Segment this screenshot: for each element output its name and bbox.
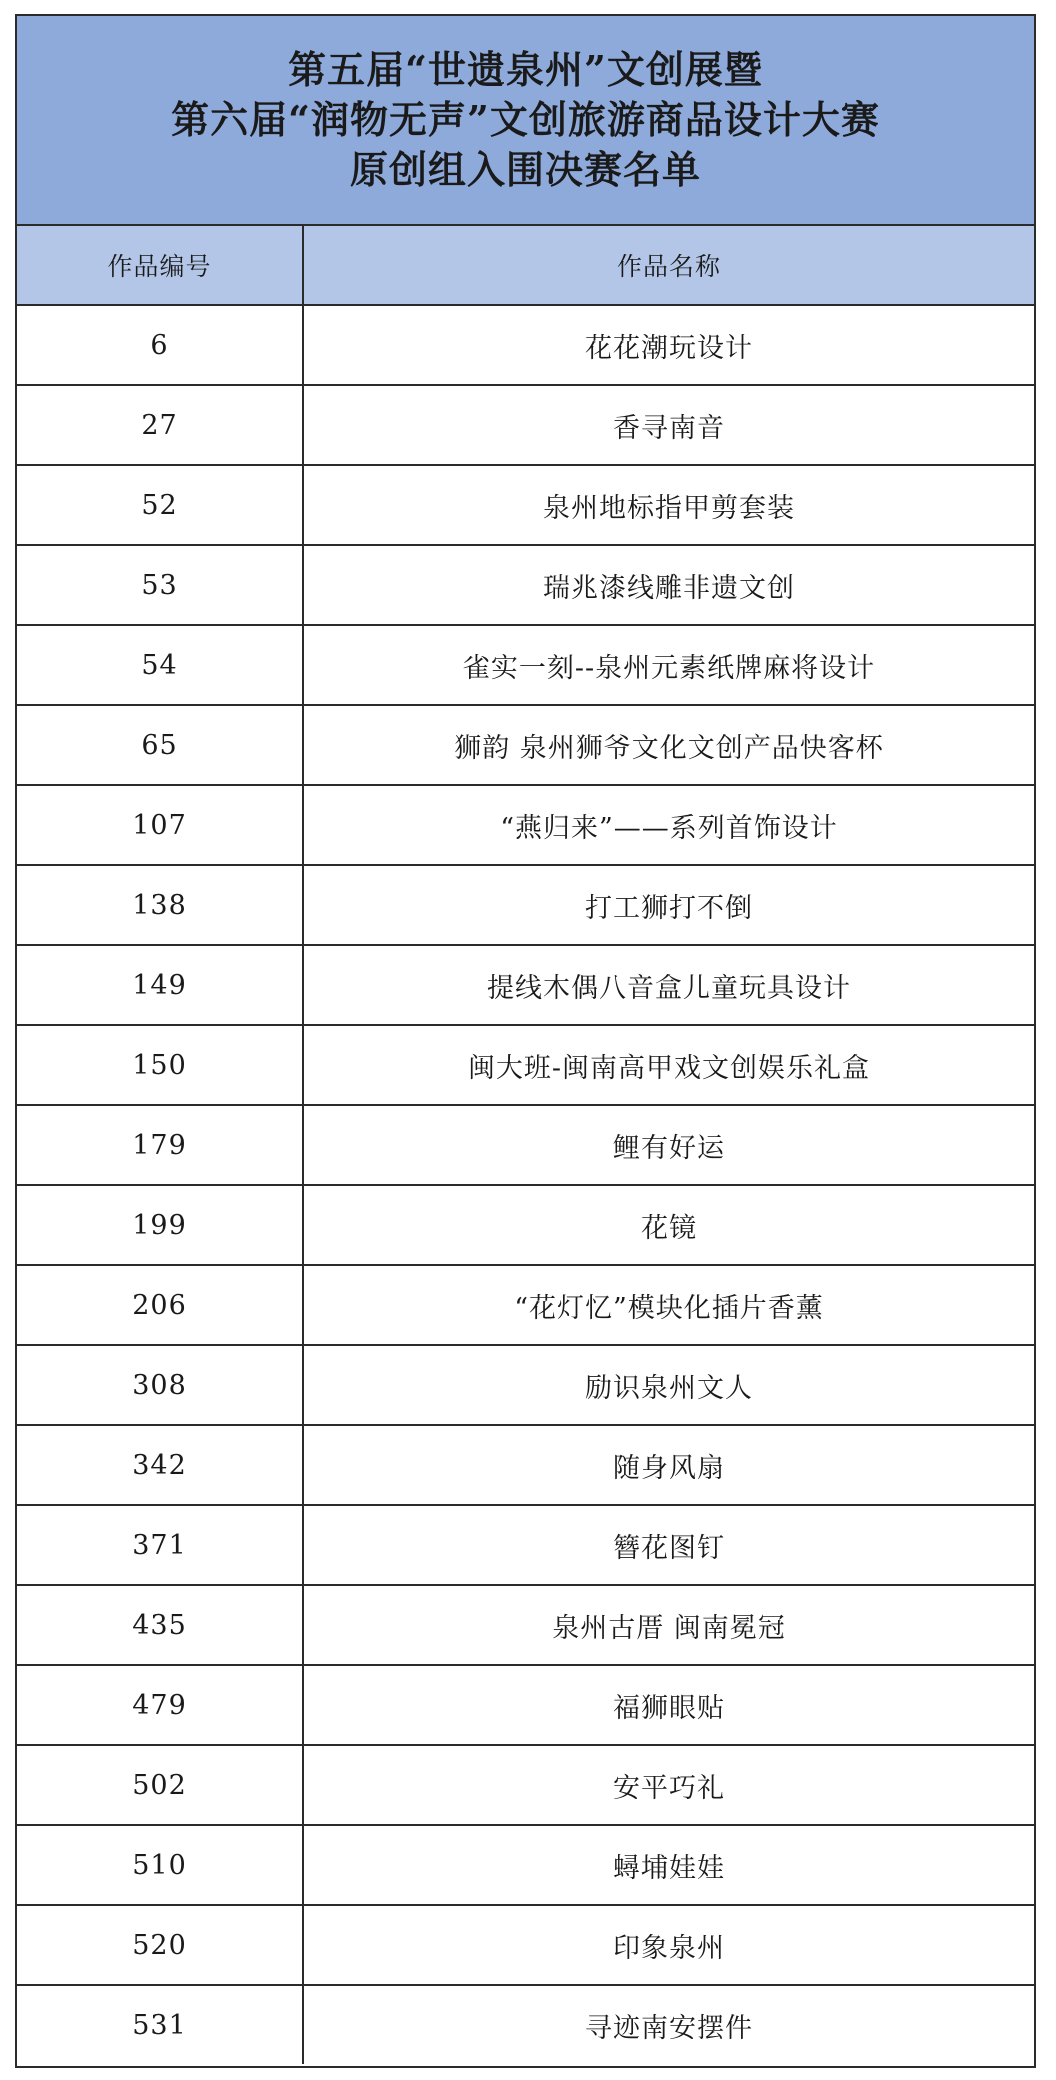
table-row: [17, 1265, 1034, 1345]
entry-name-cell: 花镜: [303, 1185, 1034, 1265]
table-row: [17, 945, 1034, 1025]
entry-number-cell: 435: [17, 1585, 303, 1665]
table-row: [17, 1345, 1034, 1425]
table-row: [17, 1585, 1034, 1665]
table-row: [17, 1105, 1034, 1185]
title-line-3: 原创组入围决赛名单: [349, 147, 701, 192]
entry-name-cell: 随身风扇: [303, 1425, 1034, 1505]
title-line-1: 第五届“世遗泉州”文创展暨: [288, 47, 763, 92]
entry-number-cell: 179: [17, 1105, 303, 1185]
table-row: [17, 305, 1034, 385]
entry-number-cell: 342: [17, 1425, 303, 1505]
entry-name-cell: 打工狮打不倒: [303, 865, 1034, 945]
table-row: [17, 865, 1034, 945]
table-row: [17, 1425, 1034, 1505]
table-row: [17, 705, 1034, 785]
entry-name-cell: 印象泉州: [303, 1905, 1034, 1985]
entry-name-cell: 瑞兆漆线雕非遗文创: [303, 545, 1034, 625]
entry-name-cell: 寻迹南安摆件: [585, 2012, 753, 2044]
entry-name-cell: 提线木偶八音盒儿童玩具设计: [303, 945, 1034, 1025]
entry-name-cell: 狮韵 泉州狮爷文化文创产品快客杯: [303, 705, 1034, 785]
table-row: [17, 1745, 1034, 1825]
entry-name-cell: 泉州古厝 闽南冕冠: [303, 1585, 1034, 1665]
entry-number-cell: 65: [17, 705, 303, 785]
entry-number-cell: 27: [17, 385, 303, 465]
table-row: [17, 1505, 1034, 1585]
entry-number-cell: 199: [17, 1185, 303, 1265]
entry-name-cell: 雀实一刻--泉州元素纸牌麻将设计: [303, 625, 1034, 705]
entry-name-cell: 鲤有好运: [303, 1105, 1034, 1185]
entry-number-cell: 52: [17, 465, 303, 545]
entry-number-cell: 531: [17, 1985, 303, 2064]
entry-name-cell: 安平巧礼: [303, 1745, 1034, 1825]
entry-number-cell: 502: [17, 1745, 303, 1825]
entry-name-cell: 泉州地标指甲剪套装: [303, 465, 1034, 545]
entry-number-cell: 150: [17, 1025, 303, 1105]
table-row: [17, 785, 1034, 865]
entry-name-cell: “燕归来”——系列首饰设计: [303, 785, 1034, 865]
entry-name-cell: 蟳埔娃娃: [303, 1825, 1034, 1905]
entry-name-cell: 励识泉州文人: [303, 1345, 1034, 1425]
entry-number-cell: 371: [17, 1505, 303, 1585]
entry-number-cell: 53: [17, 545, 303, 625]
table-row: [17, 1025, 1034, 1105]
entry-name-cell: “花灯忆”模块化插片香薰: [303, 1265, 1034, 1345]
table-row: [17, 465, 1034, 545]
table-row: [17, 1985, 1034, 2064]
table-body: [17, 305, 1034, 2064]
entry-name-cell: 香寻南音: [303, 385, 1034, 465]
header-entry-number: 作品编号: [17, 226, 303, 305]
title-line-2: 第六届“润物无声”文创旅游商品设计大赛: [171, 97, 880, 142]
table-row: [17, 1185, 1034, 1265]
entry-number-cell: 479: [17, 1665, 303, 1745]
finalist-list-sheet: [15, 14, 1036, 2068]
table-row: [17, 1825, 1034, 1905]
finalist-table: [17, 226, 1034, 2064]
entry-number-cell: 206: [17, 1265, 303, 1345]
entry-name-cell: 簪花图钉: [303, 1505, 1034, 1585]
entry-number-cell: 138: [17, 865, 303, 945]
title-banner: [17, 16, 1034, 226]
entry-number-cell: 308: [17, 1345, 303, 1425]
table-row: [17, 545, 1034, 625]
entry-number-cell: 520: [17, 1905, 303, 1985]
entry-name-cell: 花花潮玩设计: [303, 305, 1034, 385]
table-row: [17, 625, 1034, 705]
entry-number-cell: 510: [17, 1825, 303, 1905]
header-entry-name: 作品名称: [303, 226, 1034, 305]
entry-name-cell: 闽大班-闽南高甲戏文创娱乐礼盒: [303, 1025, 1034, 1105]
table-row: [17, 1665, 1034, 1745]
entry-number-cell: 54: [17, 625, 303, 705]
table-row: [17, 1905, 1034, 1985]
table-row: [17, 385, 1034, 465]
entry-number-cell: 107: [17, 785, 303, 865]
entry-number-cell: 149: [17, 945, 303, 1025]
entry-number-cell: 6: [17, 305, 303, 385]
table-header-row: [17, 226, 1034, 305]
entry-name-cell: 福狮眼贴: [303, 1665, 1034, 1745]
